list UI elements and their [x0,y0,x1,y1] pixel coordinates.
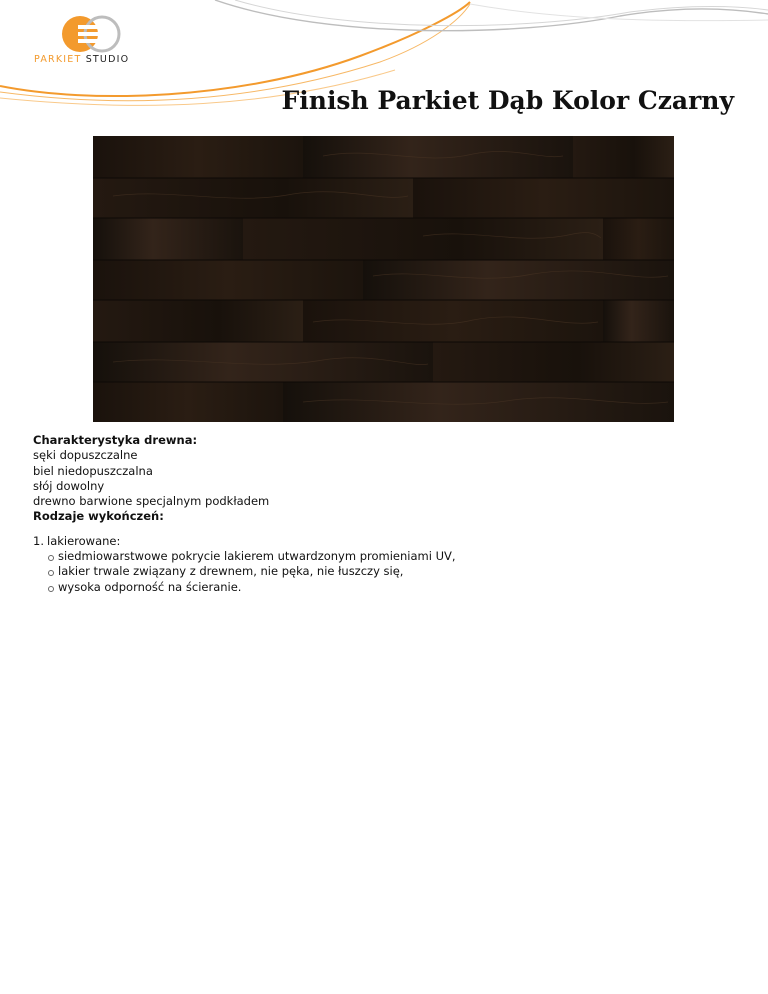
characteristic-item: drewno barwione specjalnym podkładem [33,494,270,509]
finish-number: 1. [33,533,44,548]
brand-logo[interactable] [34,14,154,66]
finish-detail-item [47,580,733,595]
finishes-heading: Rodzaje wykończeń: [33,509,164,524]
characteristics-heading: Charakterystyka drewna: [33,433,198,447]
wood-floor-image [93,136,674,422]
page-title: Finish Parkiet Dąb Kolor Czarny [281,86,734,115]
finish-detail-text: siedmiowarstwowe pokrycie lakierem utwardzonym promieniami UV, [58,549,456,564]
characteristic-item: sęki dopuszczalne [33,448,138,463]
ce-monogram-icon [60,14,124,54]
finish-detail-item [47,564,733,579]
finish-label: lakierowane: [47,533,121,548]
characteristic-item: słój dowolny [33,478,105,493]
finish-details-list [47,549,733,595]
finish-detail-item [47,549,733,564]
circle-bullet-icon [48,570,54,576]
circle-bullet-icon [48,555,54,561]
characteristic-item: biel niedopuszczalna [33,463,153,478]
brand-word-parkiet: PARKIET [34,54,82,65]
finish-detail-text: lakier trwale związany z drewnem, nie pęka, nie łuszczy się, [58,564,404,579]
product-description [33,433,733,595]
brand-word-studio: STUDIO [85,54,130,65]
circle-bullet-icon [48,586,54,592]
brand-name [34,54,154,65]
finish-item [33,534,733,595]
finish-detail-text: wysoka odporność na ścieranie. [58,579,242,594]
finishes-list [33,534,733,595]
